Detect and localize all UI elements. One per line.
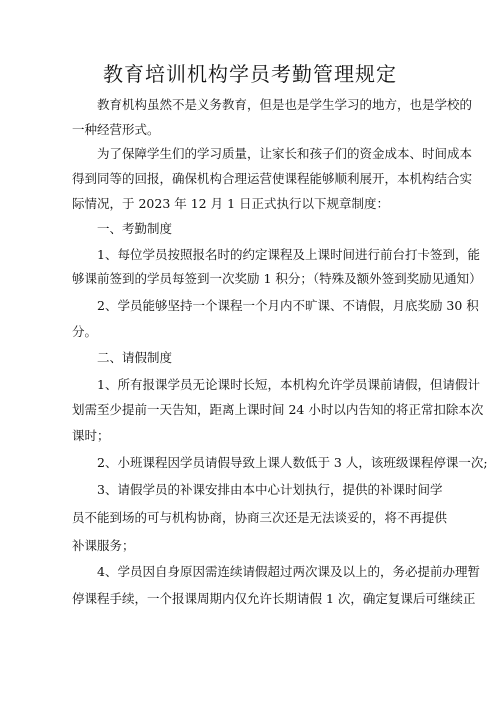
paragraph-line: 课时； xyxy=(72,428,110,443)
paragraph-line: 得到同等的回报，确保机构合理运营使课程能够顺利展开，本机构结合实 xyxy=(72,171,473,186)
section-heading: 二、请假制度 xyxy=(97,350,173,365)
paragraph-line: 分。 xyxy=(72,324,98,339)
paragraph-line: 为了保障学生们的学习质量，让家长和孩子们的资金成本、时间成本 xyxy=(97,146,473,161)
section-heading: 一、考勤制度 xyxy=(97,221,173,236)
paragraph-line: 4、学员因自身原因需连续请假超过两次课及以上的，务必提前办理暂 xyxy=(97,564,480,579)
paragraph-line: 员不能到场的可与机构协商，协商三次还是无法谈妥的，将不再提供 xyxy=(72,510,448,525)
paragraph-line: 够课前签到的学员每签到一次奖励 1 积分；（特殊及额外签到奖励见通知） xyxy=(72,271,482,286)
paragraph-line: 教育机构虽然不是义务教育，但是也是学生学习的地方，也是学校的 xyxy=(97,97,473,112)
paragraph-line: 划需至少提前一天告知，距离上课时间 24 小时以内告知的将正常扣除本次 xyxy=(72,402,484,417)
paragraph-line: 补课服务； xyxy=(72,538,135,553)
paragraph-line: 2、小班课程因学员请假导致上课人数低于 3 人，该班级课程停课一次; xyxy=(97,455,488,470)
paragraph-line: 2、学员能够坚持一个课程一个月内不旷课、不请假，月底奖励 30 积 xyxy=(97,298,479,313)
paragraph-line: 一种经营形式。 xyxy=(72,122,160,137)
paragraph-line: 1、所有报课学员无论课时长短，本机构允许学员课前请假，但请假计 xyxy=(97,377,480,392)
paragraph-line: 3、请假学员的补课安排由本中心计划执行，提供的补课时间学 xyxy=(97,482,443,497)
document-title: 教育培训机构学员考勤管理规定 xyxy=(103,62,397,86)
paragraph-line: 1、每位学员按照报名时的约定课程及上课时间进行前台打卡签到，能 xyxy=(97,247,480,262)
paragraph-line: 际情况，于 2023 年 12 月 1 日正式执行以下规章制度： xyxy=(72,196,390,211)
paragraph-line: 停课程手续，一个报课周期内仅允许长期请假 1 次，确定复课后可继续正 xyxy=(72,591,476,606)
